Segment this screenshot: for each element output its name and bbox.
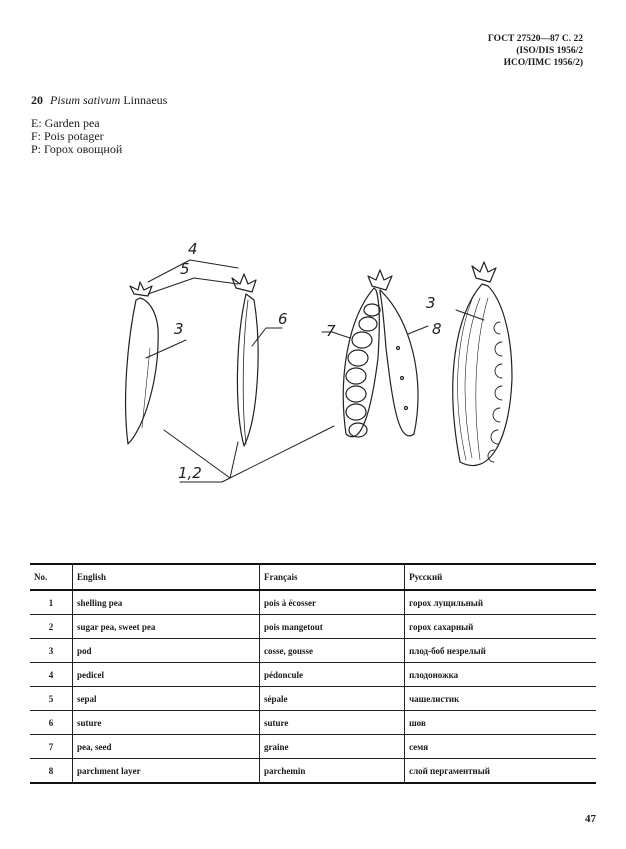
figure-label-1-2: 1,2 <box>178 464 202 482</box>
cell-russian: горох лущильный <box>405 590 596 615</box>
cell-french: cosse, gousse <box>259 639 404 663</box>
page-number: 47 <box>585 813 596 825</box>
table-row <box>30 615 596 639</box>
header-standard: ГОСТ 27520—87 С. 22 <box>487 34 583 44</box>
species-author: Linnaeus <box>123 93 168 107</box>
cell-russian: чашелистик <box>405 687 596 711</box>
figure-label-8: 8 <box>432 320 442 338</box>
cell-no: 2 <box>30 615 73 639</box>
cell-french: parchemin <box>259 759 404 784</box>
figure-label-3-right: 3 <box>426 294 436 312</box>
species-title <box>31 93 167 108</box>
cell-russian: плод-боб незрелый <box>405 639 596 663</box>
header-no: No. <box>30 564 73 590</box>
name-russian: P: Горох овощной <box>31 142 123 156</box>
terms-table <box>30 563 596 784</box>
figure-label-5: 5 <box>180 260 190 278</box>
header-english: English <box>73 564 260 590</box>
cell-no: 4 <box>30 663 73 687</box>
pod-suture <box>232 274 258 446</box>
header-russian: Русский <box>405 564 596 590</box>
cell-russian: плодоножка <box>405 663 596 687</box>
cell-english: sepal <box>73 687 260 711</box>
table-row <box>30 639 596 663</box>
cell-russian: слой пергаментный <box>405 759 596 784</box>
pea-pod-illustration <box>110 238 530 498</box>
cell-english: pea, seed <box>73 735 260 759</box>
table-row <box>30 663 596 687</box>
cell-french: pédoncule <box>259 663 404 687</box>
header-iso: (ISO/DIS 1956/2 <box>516 46 583 56</box>
pea-pod-drawing <box>110 238 530 498</box>
cell-russian: горох сахарный <box>405 615 596 639</box>
cell-no: 1 <box>30 590 73 615</box>
cell-french: pois à écosser <box>259 590 404 615</box>
species-latin-name: Pisum sativum <box>50 93 121 107</box>
cell-russian: шов <box>405 711 596 735</box>
pod-open-seeds <box>343 270 418 437</box>
cell-english: sugar pea, sweet pea <box>73 615 260 639</box>
header-iso-ru: ИСО/ПМС 1956/2) <box>503 58 583 68</box>
name-french: F: Pois potager <box>31 129 104 143</box>
cell-no: 3 <box>30 639 73 663</box>
table-row <box>30 735 596 759</box>
pod-cross-section <box>453 262 512 466</box>
cell-french: graine <box>259 735 404 759</box>
header-french: Français <box>259 564 404 590</box>
common-names <box>31 117 122 156</box>
figure-label-6: 6 <box>278 310 288 328</box>
figure-label-7: 7 <box>326 322 336 340</box>
table-row <box>30 759 596 784</box>
cell-russian: семя <box>405 735 596 759</box>
figure-label-3-left: 3 <box>174 320 184 338</box>
cell-english: pod <box>73 639 260 663</box>
species-number: 20 <box>31 93 43 107</box>
table-row <box>30 687 596 711</box>
seed-row <box>346 304 380 437</box>
cell-no: 8 <box>30 759 73 784</box>
cell-english: shelling pea <box>73 590 260 615</box>
figure-label-4: 4 <box>188 240 198 258</box>
cell-no: 5 <box>30 687 73 711</box>
cell-french: suture <box>259 711 404 735</box>
cell-french: pois mangetout <box>259 615 404 639</box>
cell-french: sépale <box>259 687 404 711</box>
cell-no: 6 <box>30 711 73 735</box>
name-english: E: Garden pea <box>31 116 100 130</box>
cell-no: 7 <box>30 735 73 759</box>
cell-english: suture <box>73 711 260 735</box>
cell-english: pedicel <box>73 663 260 687</box>
table-row <box>30 711 596 735</box>
table-row <box>30 590 596 615</box>
pod-closed <box>126 282 159 444</box>
table-header-row <box>30 564 596 590</box>
cell-english: parchment layer <box>73 759 260 784</box>
document-header <box>488 33 583 69</box>
